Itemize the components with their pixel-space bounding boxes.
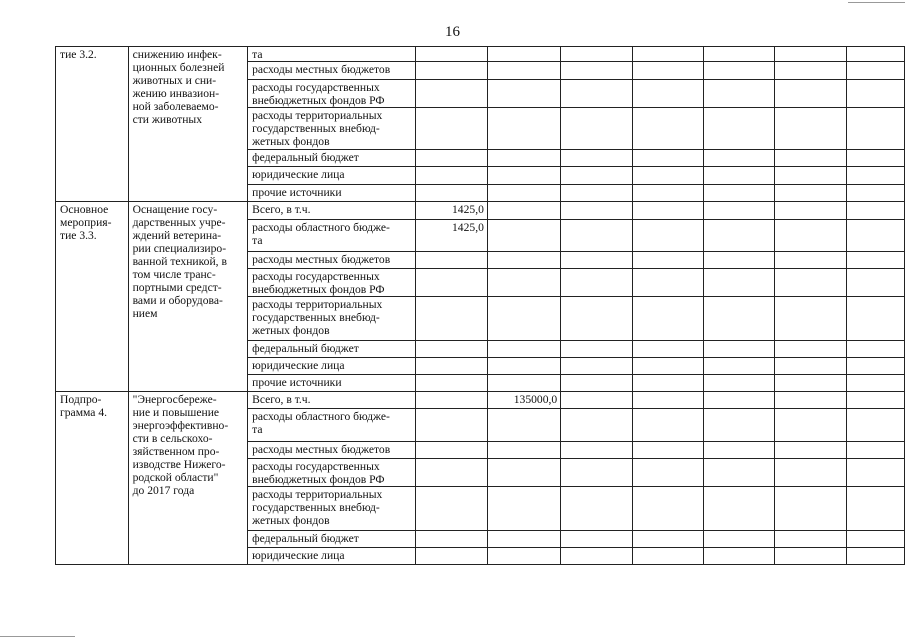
amount-cell bbox=[415, 297, 487, 341]
funding-source-cell: расходы местных бюджетов bbox=[248, 252, 416, 269]
amount-cell bbox=[775, 459, 846, 487]
amount-cell bbox=[487, 202, 560, 220]
amount-cell bbox=[846, 62, 905, 80]
amount-cell bbox=[415, 487, 487, 531]
funding-source-cell: расходы территориальных государственных внебюд- жетных фондов bbox=[248, 487, 416, 531]
amount-cell bbox=[633, 297, 704, 341]
amount-cell bbox=[487, 47, 560, 62]
amount-cell bbox=[561, 185, 633, 202]
amount-cell bbox=[561, 108, 633, 150]
amount-cell: 1425,0 bbox=[415, 220, 487, 252]
scan-edge-line bbox=[848, 2, 905, 3]
amount-cell bbox=[561, 358, 633, 375]
amount-cell bbox=[415, 341, 487, 358]
amount-cell bbox=[561, 269, 633, 297]
amount-cell bbox=[704, 62, 775, 80]
amount-cell bbox=[633, 62, 704, 80]
amount-cell bbox=[846, 297, 905, 341]
page-number: 16 bbox=[445, 24, 460, 40]
amount-cell bbox=[846, 341, 905, 358]
amount-cell bbox=[633, 531, 704, 548]
funding-source-cell: федеральный бюджет bbox=[248, 341, 416, 358]
funding-source-cell: расходы государственных внебюджетных фондов РФ bbox=[248, 80, 416, 108]
amount-cell bbox=[846, 185, 905, 202]
amount-cell bbox=[846, 80, 905, 108]
amount-cell bbox=[487, 108, 560, 150]
amount-cell bbox=[415, 531, 487, 548]
amount-cell bbox=[561, 487, 633, 531]
amount-cell bbox=[633, 185, 704, 202]
amount-cell bbox=[561, 220, 633, 252]
amount-cell bbox=[415, 392, 487, 409]
amount-cell: 135000,0 bbox=[487, 392, 560, 409]
amount-cell bbox=[846, 108, 905, 150]
amount-cell bbox=[846, 459, 905, 487]
amount-cell bbox=[415, 47, 487, 62]
amount-cell bbox=[704, 252, 775, 269]
amount-cell bbox=[487, 269, 560, 297]
program-description-cell: Оснащение госу- дарственных учре- ждений ветерина- рии специализиро- ванной техникой, в том числе транс- портными средст- вами и оборудова- нием bbox=[128, 202, 248, 392]
amount-cell bbox=[846, 150, 905, 167]
amount-cell bbox=[487, 531, 560, 548]
amount-cell bbox=[704, 409, 775, 442]
amount-cell bbox=[487, 548, 560, 565]
amount-cell bbox=[775, 548, 846, 565]
amount-cell bbox=[415, 442, 487, 459]
amount-cell bbox=[561, 409, 633, 442]
amount-cell bbox=[487, 80, 560, 108]
amount-cell bbox=[704, 269, 775, 297]
funding-source-cell: расходы местных бюджетов bbox=[248, 62, 416, 80]
amount-cell bbox=[633, 269, 704, 297]
amount-cell bbox=[846, 548, 905, 565]
amount-cell bbox=[633, 375, 704, 392]
amount-cell bbox=[846, 487, 905, 531]
amount-cell bbox=[846, 252, 905, 269]
amount-cell bbox=[704, 150, 775, 167]
program-item-cell: тие 3.2. bbox=[56, 47, 129, 202]
amount-cell bbox=[846, 167, 905, 185]
amount-cell bbox=[487, 459, 560, 487]
program-description-cell: снижению инфек- ционных болезней животных и сни- жению инвазион- ной заболеваемо- сти животных bbox=[128, 47, 248, 202]
amount-cell bbox=[415, 185, 487, 202]
amount-cell bbox=[487, 62, 560, 80]
amount-cell bbox=[415, 548, 487, 565]
amount-cell bbox=[561, 202, 633, 220]
funding-source-cell: Всего, в т.ч. bbox=[248, 202, 416, 220]
funding-source-cell: расходы местных бюджетов bbox=[248, 442, 416, 459]
funding-source-cell: расходы государственных внебюджетных фондов РФ bbox=[248, 459, 416, 487]
amount-cell bbox=[775, 252, 846, 269]
amount-cell bbox=[775, 531, 846, 548]
amount-cell bbox=[415, 375, 487, 392]
amount-cell bbox=[846, 47, 905, 62]
amount-cell bbox=[846, 392, 905, 409]
amount-cell bbox=[561, 531, 633, 548]
funding-source-cell: прочие источники bbox=[248, 375, 416, 392]
amount-cell bbox=[775, 358, 846, 375]
amount-cell bbox=[704, 108, 775, 150]
amount-cell bbox=[704, 297, 775, 341]
amount-cell bbox=[561, 80, 633, 108]
amount-cell bbox=[487, 409, 560, 442]
amount-cell bbox=[487, 185, 560, 202]
amount-cell bbox=[704, 459, 775, 487]
amount-cell bbox=[704, 531, 775, 548]
amount-cell bbox=[487, 341, 560, 358]
amount-cell bbox=[561, 442, 633, 459]
funding-source-cell: та bbox=[248, 47, 416, 62]
amount-cell bbox=[561, 167, 633, 185]
funding-source-cell: федеральный бюджет bbox=[248, 531, 416, 548]
funding-source-cell: юридические лица bbox=[248, 167, 416, 185]
funding-source-cell: расходы государственных внебюджетных фондов РФ bbox=[248, 269, 416, 297]
amount-cell bbox=[775, 150, 846, 167]
amount-cell bbox=[704, 358, 775, 375]
amount-cell bbox=[487, 220, 560, 252]
amount-cell bbox=[633, 392, 704, 409]
budget-table bbox=[55, 46, 905, 565]
funding-source-cell: федеральный бюджет bbox=[248, 150, 416, 167]
table-row bbox=[56, 392, 905, 409]
amount-cell bbox=[415, 252, 487, 269]
amount-cell bbox=[775, 62, 846, 80]
amount-cell bbox=[846, 269, 905, 297]
amount-cell bbox=[633, 220, 704, 252]
amount-cell bbox=[561, 375, 633, 392]
amount-cell bbox=[633, 252, 704, 269]
amount-cell bbox=[415, 459, 487, 487]
amount-cell bbox=[704, 442, 775, 459]
amount-cell bbox=[775, 487, 846, 531]
amount-cell bbox=[775, 220, 846, 252]
amount-cell bbox=[704, 185, 775, 202]
amount-cell bbox=[775, 297, 846, 341]
table-row bbox=[56, 47, 905, 62]
amount-cell bbox=[775, 185, 846, 202]
amount-cell bbox=[846, 202, 905, 220]
amount-cell bbox=[561, 150, 633, 167]
program-item-cell: Подпро- грамма 4. bbox=[56, 392, 129, 565]
amount-cell bbox=[415, 358, 487, 375]
amount-cell bbox=[775, 80, 846, 108]
amount-cell bbox=[415, 167, 487, 185]
amount-cell bbox=[846, 409, 905, 442]
amount-cell bbox=[775, 269, 846, 297]
amount-cell bbox=[633, 341, 704, 358]
amount-cell bbox=[561, 459, 633, 487]
amount-cell bbox=[775, 409, 846, 442]
amount-cell bbox=[775, 375, 846, 392]
amount-cell bbox=[487, 150, 560, 167]
amount-cell: 1425,0 bbox=[415, 202, 487, 220]
amount-cell bbox=[487, 358, 560, 375]
amount-cell bbox=[633, 487, 704, 531]
scan-edge-line bbox=[0, 636, 75, 637]
amount-cell bbox=[775, 392, 846, 409]
funding-source-cell: прочие источники bbox=[248, 185, 416, 202]
amount-cell bbox=[561, 548, 633, 565]
amount-cell bbox=[775, 167, 846, 185]
amount-cell bbox=[415, 108, 487, 150]
amount-cell bbox=[415, 269, 487, 297]
amount-cell bbox=[561, 392, 633, 409]
funding-source-cell: Всего, в т.ч. bbox=[248, 392, 416, 409]
program-description-cell: "Энергосбереже- ние и повышение энергоэффективно- сти в сельскохо- зяйственном про- изводстве Нижего- родской области" до 2017 года bbox=[128, 392, 248, 565]
amount-cell bbox=[561, 62, 633, 80]
amount-cell bbox=[704, 375, 775, 392]
amount-cell bbox=[775, 442, 846, 459]
amount-cell bbox=[561, 297, 633, 341]
amount-cell bbox=[704, 392, 775, 409]
amount-cell bbox=[633, 80, 704, 108]
amount-cell bbox=[561, 341, 633, 358]
amount-cell bbox=[415, 62, 487, 80]
amount-cell bbox=[487, 442, 560, 459]
amount-cell bbox=[846, 358, 905, 375]
amount-cell bbox=[846, 375, 905, 392]
amount-cell bbox=[704, 167, 775, 185]
amount-cell bbox=[415, 80, 487, 108]
amount-cell bbox=[633, 459, 704, 487]
amount-cell bbox=[633, 409, 704, 442]
amount-cell bbox=[487, 375, 560, 392]
funding-source-cell: расходы областного бюдже- та bbox=[248, 409, 416, 442]
amount-cell bbox=[775, 202, 846, 220]
amount-cell bbox=[704, 548, 775, 565]
amount-cell bbox=[704, 341, 775, 358]
funding-source-cell: юридические лица bbox=[248, 548, 416, 565]
amount-cell bbox=[415, 409, 487, 442]
funding-source-cell: расходы областного бюдже- та bbox=[248, 220, 416, 252]
amount-cell bbox=[846, 220, 905, 252]
amount-cell bbox=[846, 442, 905, 459]
amount-cell bbox=[704, 80, 775, 108]
amount-cell bbox=[561, 47, 633, 62]
amount-cell bbox=[775, 47, 846, 62]
table-row bbox=[56, 202, 905, 220]
amount-cell bbox=[633, 548, 704, 565]
amount-cell bbox=[775, 341, 846, 358]
amount-cell bbox=[633, 108, 704, 150]
amount-cell bbox=[487, 487, 560, 531]
amount-cell bbox=[633, 47, 704, 62]
amount-cell bbox=[487, 252, 560, 269]
amount-cell bbox=[633, 202, 704, 220]
program-item-cell: Основное мероприя- тие 3.3. bbox=[56, 202, 129, 392]
amount-cell bbox=[775, 108, 846, 150]
amount-cell bbox=[633, 358, 704, 375]
amount-cell bbox=[487, 167, 560, 185]
amount-cell bbox=[633, 167, 704, 185]
amount-cell bbox=[704, 487, 775, 531]
funding-source-cell: юридические лица bbox=[248, 358, 416, 375]
funding-source-cell: расходы территориальных государственных внебюд- жетных фондов bbox=[248, 108, 416, 150]
amount-cell bbox=[704, 47, 775, 62]
funding-source-cell: расходы территориальных государственных внебюд- жетных фондов bbox=[248, 297, 416, 341]
amount-cell bbox=[846, 531, 905, 548]
amount-cell bbox=[704, 220, 775, 252]
amount-cell bbox=[633, 442, 704, 459]
amount-cell bbox=[633, 150, 704, 167]
amount-cell bbox=[704, 202, 775, 220]
amount-cell bbox=[415, 150, 487, 167]
amount-cell bbox=[561, 252, 633, 269]
amount-cell bbox=[487, 297, 560, 341]
